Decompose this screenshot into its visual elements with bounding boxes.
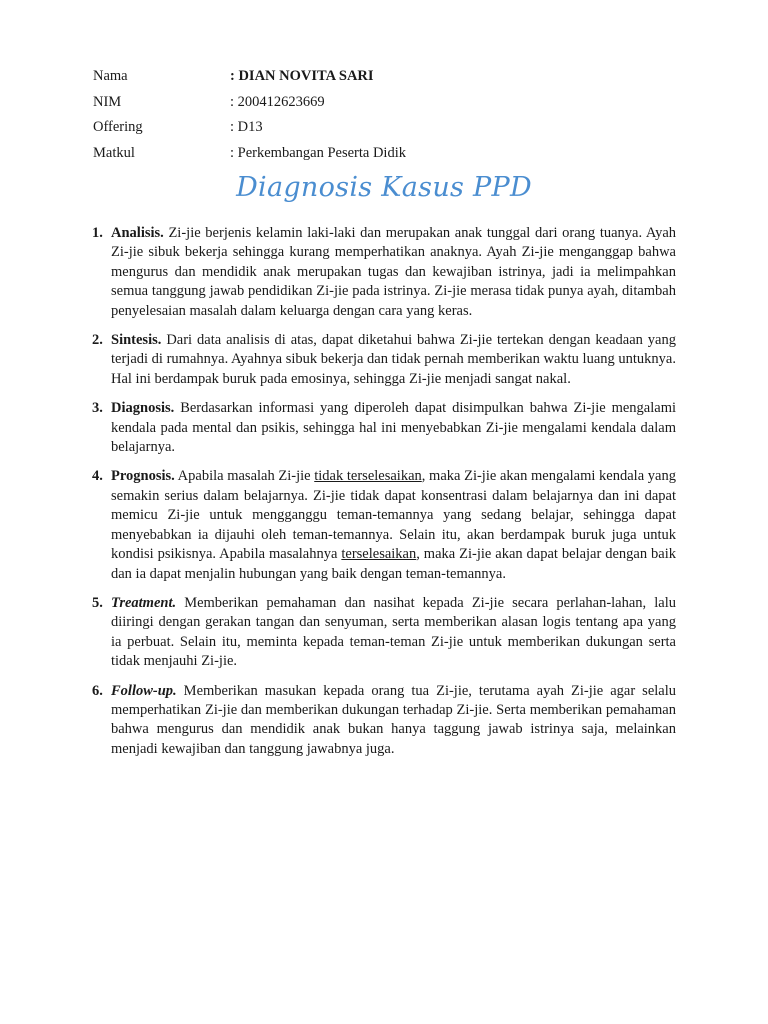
list-item-prognosis	[92, 467, 676, 583]
info-value: : DIAN NOVITA SARI	[230, 68, 374, 84]
item-text: Memberikan masukan kepada orang tua Zi-jie, terutama ayah Zi-jie agar selalu memperhatikan Zi-jie dan memberikan dukungan terhadap Zi-jie. Serta memberikan pemahaman bahwa mengurus dan mendidik anak bukan hanya taggung jawab istrinya saja, melainkan menjadi kewajiban dan tanggung jawabnya juga.	[111, 682, 676, 757]
info-value: : 200412623669	[230, 93, 325, 110]
item-number: 2.	[92, 332, 103, 349]
info-row-nim	[93, 93, 693, 119]
item-body	[111, 594, 676, 672]
item-text: Apabila masalah Zi-jie	[177, 468, 311, 485]
item-text: , maka Zi-jie akan dapat belajar dengan baik dan ia dapat menjalin hubungan yang baik dengan teman-temannya.	[111, 546, 676, 582]
info-row-offering	[93, 118, 693, 144]
info-label: Offering	[93, 119, 143, 135]
item-body	[111, 331, 676, 389]
item-heading: Prognosis.	[111, 468, 175, 485]
list-item-diagnosis	[92, 399, 676, 457]
info-label: Nama	[93, 68, 128, 84]
item-number: 6.	[92, 682, 103, 699]
item-text: , maka Zi-jie akan mengalami kendala yang semakin serius dalam belajarnya. Zi-jie tidak dapat konsentrasi dalam belajarnya dan ini dapat memicu Zi-jie untuk mengganggu teman-temannya yang sedang belajar, sehingga dapat menyebabkan ia dijauhi oleh teman-temannya. Selain itu, akan berdampak buruk juga untuk kondisi psikisnya. Apabila masalahnya	[111, 468, 676, 563]
info-row-matkul	[93, 144, 693, 170]
item-text: Dari data analisis di atas, dapat diketahui bahwa Zi-jie tertekan dengan keadaan yang terjadi di rumahnya. Ayahnya sibuk bekerja dan tidak pernah memberikan waktu luang untuknya. Hal ini berdampak buruk pada emosinya, sehingga Zi-jie menjadi sangat nakal.	[111, 332, 676, 387]
item-body	[111, 682, 676, 760]
item-body	[111, 467, 676, 583]
item-text: Memberikan pemahaman dan nasihat kepada Zi-jie secara perlahan-lahan, lalu diiringi dengan gerakan tangan dan senyuman, serta memberikan alasan logis tentang apa yang ia perbuat. Selain itu, meminta kepada teman-teman Zi-jie untuk memberikan dukungan serta tidak menjauhi Zi-jie.	[111, 594, 677, 670]
item-number: 1.	[92, 225, 103, 241]
info-value: : D13	[230, 119, 263, 135]
item-number: 4.	[92, 468, 103, 485]
item-heading: Analisis.	[111, 225, 164, 241]
item-number: 5.	[92, 594, 103, 611]
list-item-treatment	[92, 594, 676, 672]
list-item-sintesis	[92, 331, 676, 389]
item-heading: Follow-up.	[111, 682, 177, 699]
underlined-phrase: tidak terselesaikan	[314, 468, 422, 485]
document-title: Diagnosis Kasus PPD	[236, 172, 532, 203]
item-heading: Diagnosis.	[111, 400, 175, 417]
diagnosis-list	[92, 224, 676, 769]
item-body	[111, 224, 676, 321]
info-value: : Perkembangan Peserta Didik	[230, 144, 406, 161]
info-label: Matkul	[93, 144, 135, 161]
item-text: Zi-jie berjenis kelamin laki-laki dan merupakan anak tunggal dari orang tuanya. Ayah Zi-jie sibuk bekerja sehingga kurang memperhatikan anaknya. Ayah Zi-jie menganggap bahwa mengurus dan mendidik anak merupakan tugas dan kewajiban istrinya, jadi ia melimpahkan semua tanggung jawab pendidikan Zi-jie pada istrinya. Zi-jie merasa tidak punya ayah, ditambah penyelesaian masalah dalam keluarga dengan cara yang keras.	[111, 225, 677, 319]
info-label: NIM	[93, 93, 122, 110]
underlined-phrase: terselesaikan	[341, 546, 417, 563]
item-body	[111, 399, 676, 457]
item-heading: Sintesis.	[111, 332, 162, 349]
item-number: 3.	[92, 400, 103, 417]
list-item-analisis	[92, 224, 676, 321]
info-row-name	[93, 67, 693, 93]
item-heading: Treatment.	[111, 594, 177, 611]
item-text: Berdasarkan informasi yang diperoleh dapat disimpulkan bahwa Zi-jie mengalami kendala pada mental dan psikis, sehingga hal ini menyebabkan Zi-jie mengalami kendala dalam belajarnya.	[111, 400, 677, 456]
student-info	[93, 67, 693, 169]
list-item-follow-up	[92, 682, 676, 760]
